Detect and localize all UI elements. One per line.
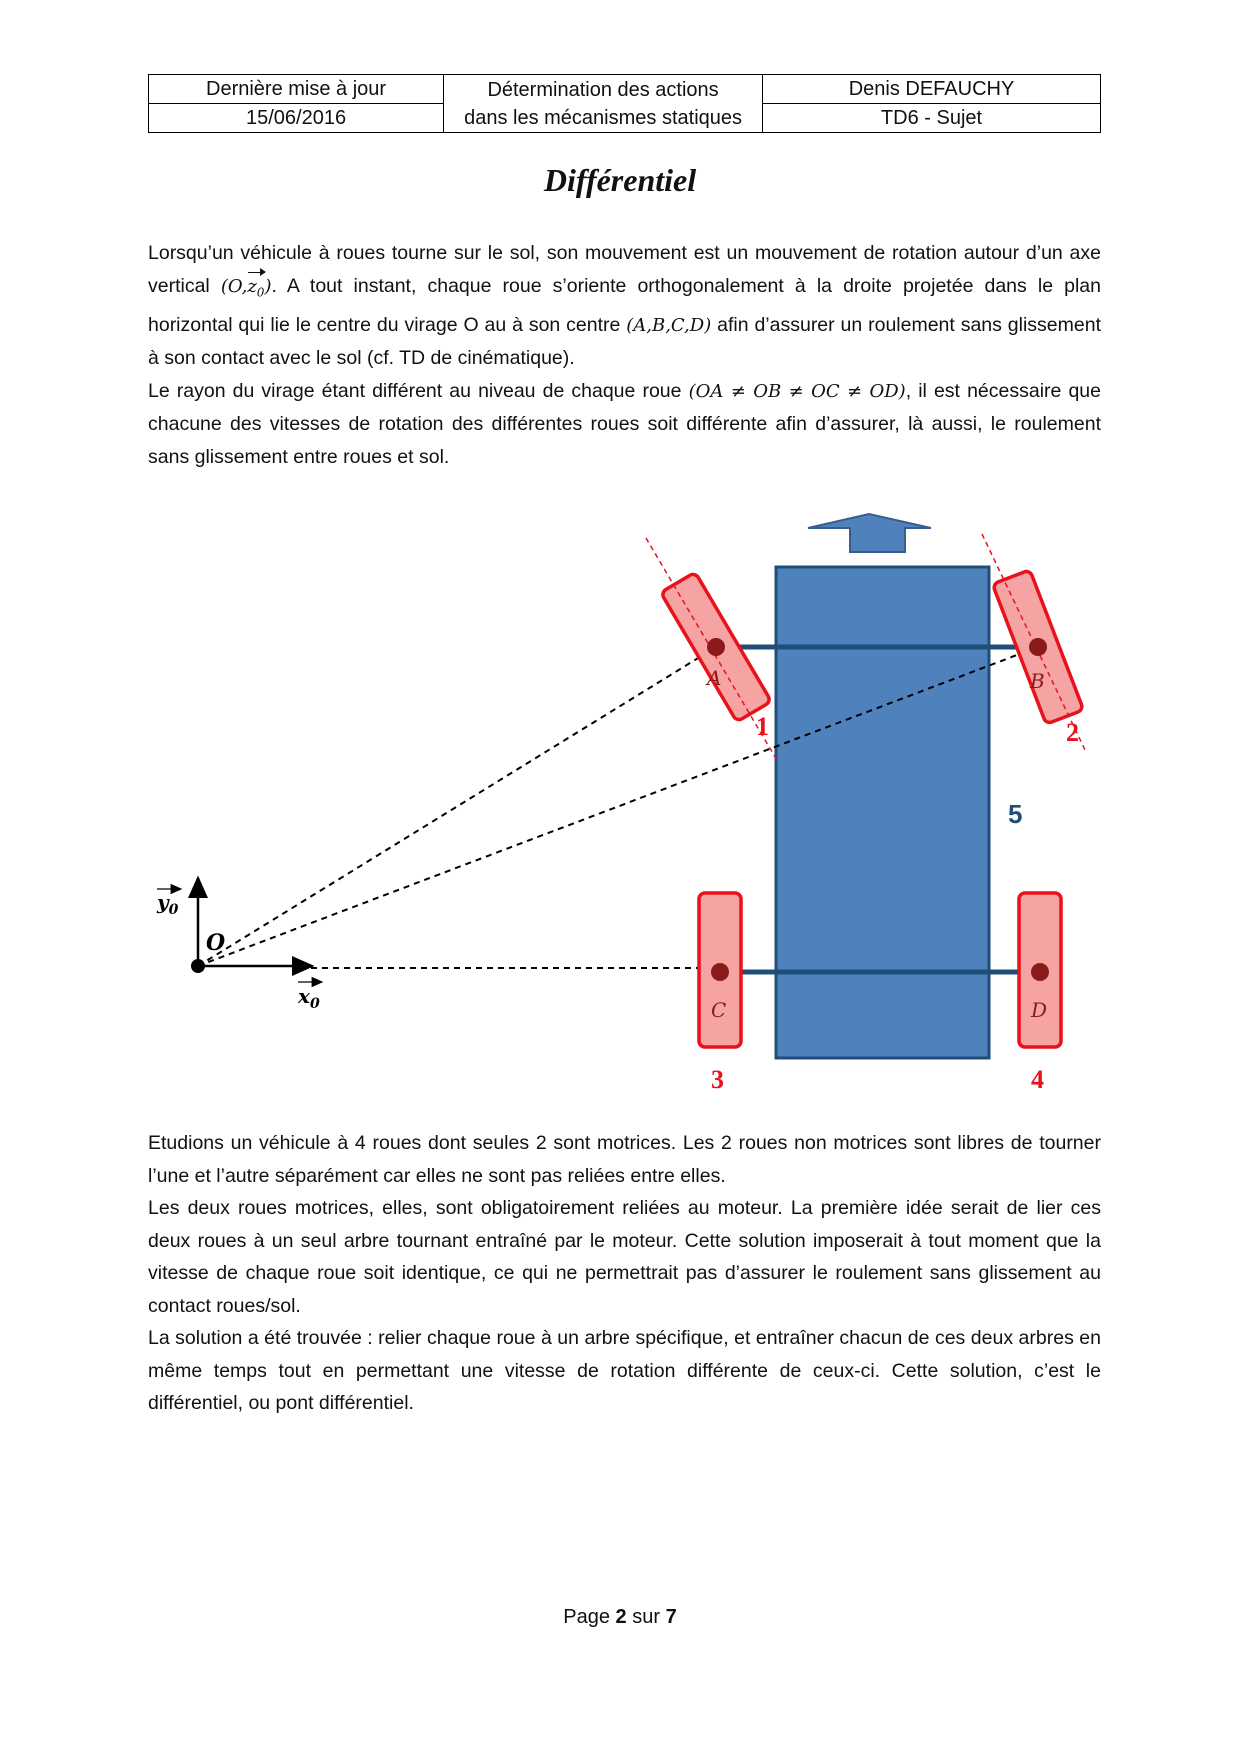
- body-number: 5: [1008, 799, 1023, 829]
- origin-label: O: [206, 930, 226, 956]
- wheel-number-3: 3: [711, 1065, 724, 1094]
- last-update-label: Dernière mise à jour: [149, 75, 444, 104]
- z-letter: z: [247, 275, 257, 297]
- direction-arrow-icon: [808, 514, 931, 552]
- intro-paragraph-1: [148, 237, 1101, 375]
- wheel-number-1: 1: [756, 712, 769, 741]
- hub-b: [1029, 638, 1047, 656]
- of-word: sur: [632, 1606, 661, 1628]
- wheel-number-4: 4: [1031, 1065, 1044, 1094]
- axis-open: (O,: [220, 275, 248, 297]
- page-current: 2: [615, 1606, 627, 1628]
- intro-p1-part-c: afin d’assurer un roulement sans glissement à son contact avec le sol (cf. TD de cinématique).: [148, 313, 1101, 370]
- hub-d: [1031, 963, 1049, 981]
- body-paragraph-2: Les deux roues motrices, elles, sont obligatoirement reliées au moteur. La première idée serait de lier ces deux roues à un seul arbre tournant entraîné par le moteur. Cette solution imposerait à tout moment que la vitesse de chaque roue soit identique, ce qui ne permettrait pas d’assurer le roulement sans glissement au contact roues/sol.: [148, 1197, 1101, 1317]
- y0-sub: 0: [168, 902, 179, 918]
- x0-sub: 0: [309, 996, 320, 1012]
- line-o-a: [198, 647, 716, 966]
- z0-vector: [247, 271, 264, 309]
- page-title: Différentiel: [543, 162, 697, 198]
- intro-text: [148, 237, 1101, 473]
- axis-close: ): [264, 275, 272, 297]
- intro-p2-part-a: Le rayon du virage étant différent au niveau de chaque roue: [148, 379, 689, 402]
- origin-point: [191, 959, 205, 973]
- vehicle-diagram: [0, 500, 1240, 1110]
- update-date: 15/06/2016: [149, 104, 444, 133]
- radii-inequality: (OA ≠ OB ≠ OC ≠ OD): [688, 380, 906, 402]
- z-sub: 0: [256, 285, 265, 300]
- wheel-centers: (A,B,C,D): [626, 314, 712, 336]
- vehicle-body: [776, 567, 989, 1058]
- hub-c: [711, 963, 729, 981]
- label-d: D: [1031, 998, 1048, 1022]
- x0-label: [297, 984, 320, 1012]
- body-text: [148, 1127, 1101, 1420]
- label-a: A: [707, 666, 722, 690]
- page-total: 7: [665, 1606, 677, 1628]
- hub-a: [707, 638, 725, 656]
- intro-paragraph-2: [148, 375, 1101, 474]
- page-word: Page: [563, 1606, 610, 1628]
- y0-letter: y: [157, 890, 169, 914]
- author: Denis DEFAUCHY: [763, 75, 1101, 104]
- intro-p2-part-b: , il est nécessaire que chacune des vitesses de rotation des différentes roues soit différente afin d’assurer, là aussi, le roulement sans glissement entre roues et sol.: [148, 379, 1101, 468]
- label-c: C: [711, 998, 727, 1022]
- doc-ref: TD6 - Sujet: [763, 104, 1101, 133]
- y0-label: [156, 890, 179, 918]
- rotation-axis: [220, 275, 272, 300]
- x0-letter: x: [298, 984, 310, 1008]
- label-b: B: [1030, 669, 1045, 693]
- doc-subject-line1: Détermination des actions: [487, 78, 719, 101]
- doc-subject: [444, 75, 763, 133]
- doc-subject-line2: dans les mécanismes statiques: [464, 106, 743, 129]
- page-footer: [0, 1606, 1240, 1629]
- body-paragraph-1: Etudions un véhicule à 4 roues dont seules 2 sont motrices. Les 2 roues non motrices sont libres de tourner l’une et l’autre séparément car elles ne sont pas reliées entre elles.: [148, 1132, 1101, 1187]
- wheel-number-2: 2: [1066, 718, 1079, 747]
- header-table: [148, 74, 1101, 133]
- intro-p1-part-b: . A tout instant, chaque roue s’oriente orthogonalement à la droite projetée dans le plan horizontal qui lie le centre du virage O au à son centre: [148, 274, 1101, 336]
- intro-p1-part-a: Lorsqu’un véhicule à roues tourne sur le sol, son mouvement est un mouvement de rotation autour d’un axe vertical: [148, 242, 1101, 297]
- body-paragraph-3: La solution a été trouvée : relier chaque roue à un arbre spécifique, et entraîner chacun de ces deux arbres en même temps tout en permettant une vitesse de rotation différente de ceux-ci. Cette solution, c’est le différentiel, ou pont différentiel.: [148, 1327, 1101, 1414]
